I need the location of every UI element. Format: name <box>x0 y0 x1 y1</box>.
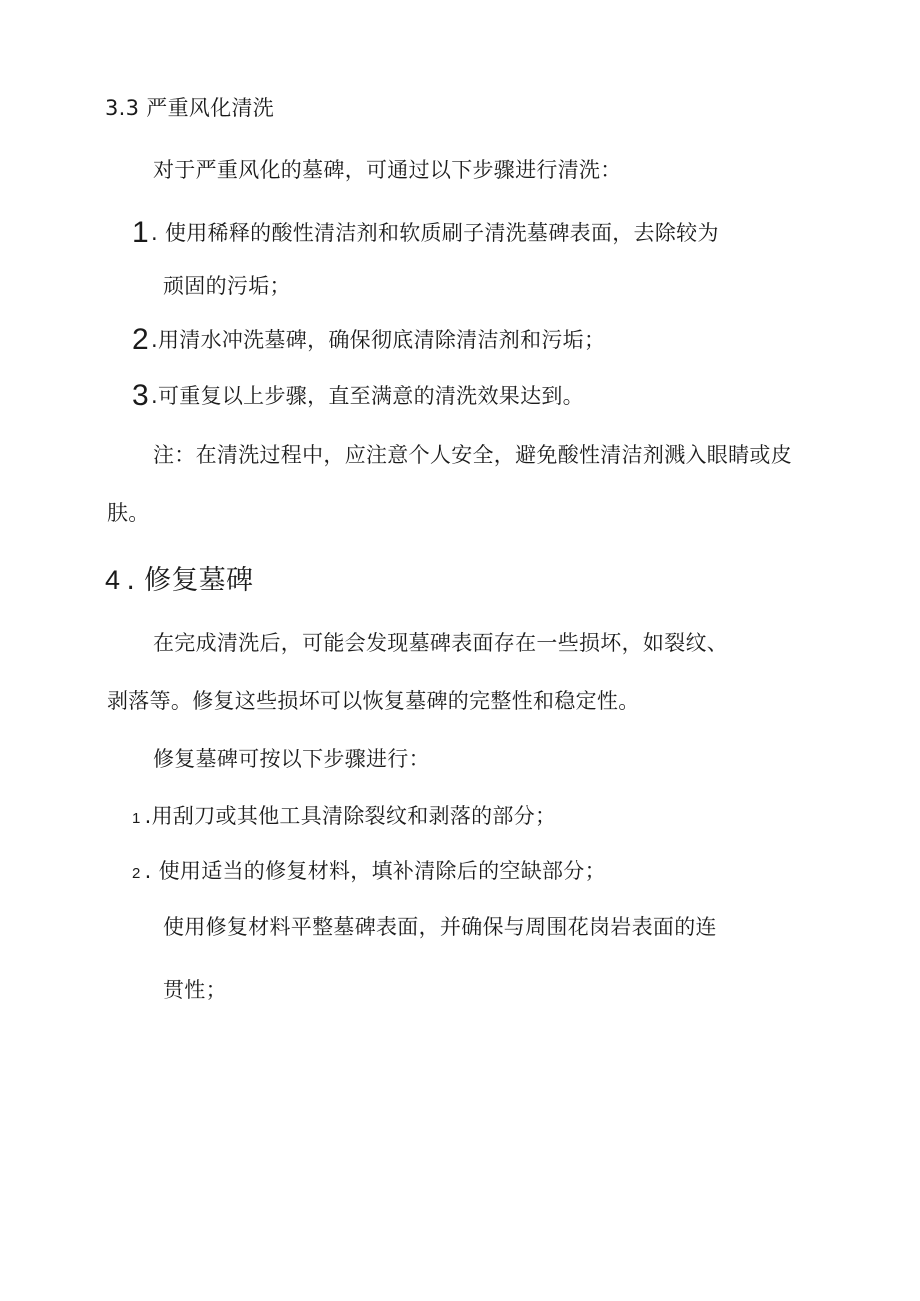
section-3-3-step-3 <box>132 381 584 411</box>
section-4-step-1 <box>132 801 556 834</box>
section-number: 4 <box>105 565 121 595</box>
section-3-3-step-1 <box>132 218 719 248</box>
step-text: . 使用适当的修复材料，填补清除后的空缺部分； <box>144 859 606 883</box>
section-4-continuation: 使用修复材料平整墓碑表面，并确保与周围花岗岩表面的连 <box>163 915 717 939</box>
step-text: . 使用稀释的酸性清洁剂和软质刷子清洗墓碑表面，去除较为 <box>151 221 719 245</box>
section-4-step-2 <box>132 856 606 889</box>
section-4-intro: 修复墓碑可按以下步骤进行： <box>153 747 430 771</box>
section-title: . 修复墓碑 <box>126 565 254 596</box>
step-text: .可重复以上步骤，直至满意的清洗效果达到。 <box>151 384 584 408</box>
step-number: 3 <box>132 379 149 412</box>
step-number: 1 <box>132 810 141 827</box>
step-text: .用刮刀或其他工具清除裂纹和剥落的部分； <box>144 804 557 828</box>
section-3-3-step-2 <box>132 325 605 355</box>
step-text: .用清水冲洗墓碑，确保彻底清除清洁剂和污垢； <box>151 328 606 352</box>
step-number: 2 <box>132 865 141 882</box>
section-4-paragraph-1: 在完成清洗后，可能会发现墓碑表面存在一些损坏，如裂纹、 <box>153 631 729 655</box>
section-3-3-intro: 对于严重风化的墓碑，可通过以下步骤进行清洗： <box>153 158 622 182</box>
step-number: 1 <box>132 216 149 249</box>
section-3-3-note: 注：在清洗过程中，应注意个人安全，避免酸性清洁剂溅入眼睛或皮 <box>153 443 792 467</box>
section-3-3-note-continued: 肤。 <box>107 501 150 525</box>
step-number: 2 <box>132 323 149 356</box>
section-4-heading <box>105 561 253 600</box>
section-4-continuation-2: 贯性； <box>163 978 227 1002</box>
section-3-3-heading: 3.3 严重风化清洗 <box>105 96 275 120</box>
section-4-paragraph-1-continued: 剥落等。修复这些损坏可以恢复墓碑的完整性和稳定性。 <box>107 689 640 713</box>
section-3-3-step-1-continued: 顽固的污垢； <box>163 274 291 298</box>
